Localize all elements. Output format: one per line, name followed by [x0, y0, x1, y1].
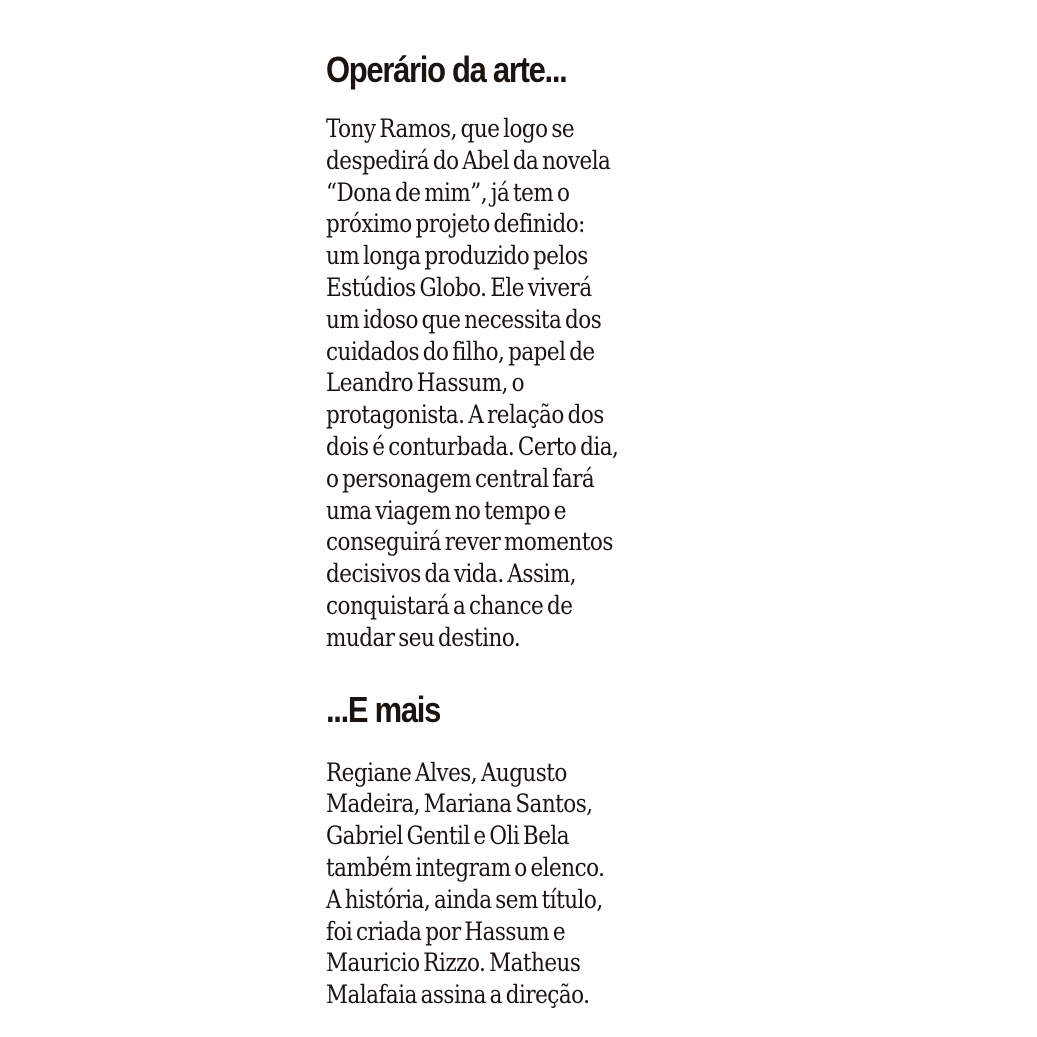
body-line: Tony Ramos, que logo se — [326, 114, 575, 143]
body-line: Gabriel Gentil e Oli Bela — [326, 821, 570, 851]
body-line: A história, ainda sem título, — [326, 884, 603, 914]
body-line: conseguirá rever momentos — [326, 527, 613, 557]
section-headline: Operário da arte... — [326, 49, 567, 90]
body-line: foi criada por Hassum e — [326, 916, 566, 946]
article-column — [326, 48, 686, 1011]
body-line: próximo projeto definido: — [326, 209, 585, 239]
section-headline: ...E mais — [326, 688, 441, 730]
body-line: cuidados do filho, papel de — [326, 336, 595, 366]
body-line: Leandro Hassum, o — [326, 368, 525, 398]
body-line: decisivos da vida. Assim, — [326, 559, 577, 589]
body-line: também integram o elenco. — [326, 852, 605, 882]
body-line: Regiane Alves, Augusto — [326, 757, 567, 787]
body-line: um idoso que necessita dos — [326, 304, 602, 334]
body-line: dois é conturbada. Certo dia, — [326, 431, 619, 461]
body-line: mudar seu destino. — [326, 622, 521, 652]
body-line: Malafaia assina a direção. — [326, 980, 590, 1010]
body-line: “Dona de mim”, já tem o — [326, 177, 570, 207]
body-line: protagonista. A relação dos — [326, 400, 604, 430]
body-line: Mauricio Rizzo. Matheus — [326, 948, 581, 978]
body-line: uma viagem no tempo e — [326, 495, 566, 525]
body-line: Madeira, Mariana Santos, — [326, 789, 593, 819]
body-line: despedirá do Abel da novela — [326, 145, 611, 175]
body-line: conquistará a chance de — [326, 590, 573, 620]
body-line: um longa produzido pelos — [326, 241, 588, 271]
section-body — [326, 757, 686, 1011]
body-line: o personagem central fará — [326, 463, 595, 493]
body-line: Estúdios Globo. Ele viverá — [326, 272, 592, 302]
section-body — [326, 113, 686, 654]
